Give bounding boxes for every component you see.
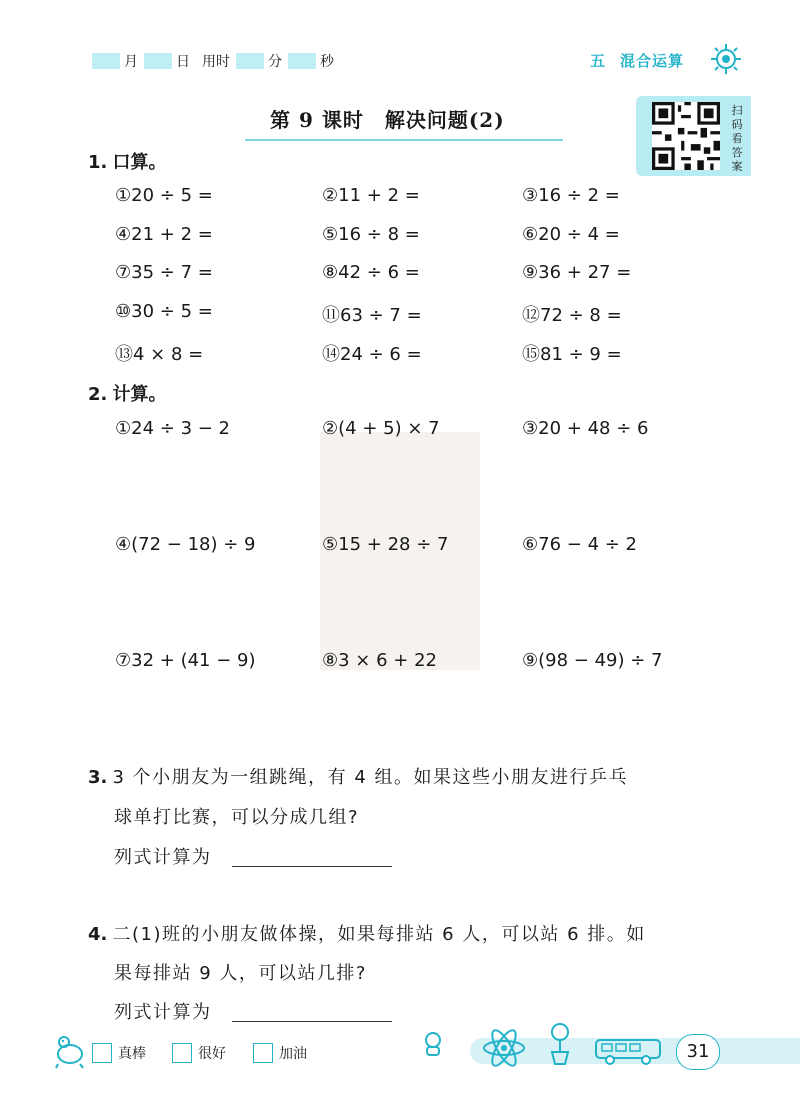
q1-item: ⑭24 ÷ 6 = (322, 344, 422, 365)
day-label: 日 (176, 54, 190, 70)
page-number: 31 (676, 1034, 720, 1070)
q3-answer-label: 列式计算为 (114, 847, 212, 868)
q2-item: ⑨(98 − 49) ÷ 7 (522, 650, 663, 671)
q4-answer-line[interactable] (232, 1021, 392, 1022)
month-label: 月 (124, 54, 138, 70)
time-used-label: 用时 (202, 54, 230, 70)
q4-answer-label: 列式计算为 (114, 1002, 212, 1023)
q4-text-line1: 二(1)班的小朋友做体操，如果每排站 6 人，可以站 6 排。如 (112, 924, 646, 945)
q1-item: ⑩30 ÷ 5 = (115, 301, 213, 322)
q2-item: ①24 ÷ 3 − 2 (115, 418, 230, 439)
q1-number: 1. (88, 152, 108, 173)
q2-title: 计算。 (112, 384, 167, 405)
q3-number: 3. (88, 767, 108, 788)
rating-label-keep-going: 加油 (279, 1046, 307, 1062)
unit-name: 混合运算 (620, 52, 685, 70)
q3-text-line1: 3 个小朋友为一组跳绳，有 4 组。如果这些小朋友进行乒乓 (112, 767, 629, 788)
rating-checkbox-keep-going[interactable] (253, 1043, 273, 1063)
q2-item: ⑦32 + (41 − 9) (115, 650, 256, 671)
q1-item: ⑤16 ÷ 8 = (322, 224, 420, 245)
q1-item: ③16 ÷ 2 = (522, 185, 620, 206)
q1-item: ⑬4 × 8 = (115, 344, 204, 365)
atom-icon (480, 1028, 528, 1068)
q2-item: ③20 + 48 ÷ 6 (522, 418, 649, 439)
qr-code-icon[interactable] (652, 102, 720, 170)
minutes-label: 分 (268, 54, 282, 70)
seconds-blank[interactable] (288, 53, 316, 69)
q1-title: 口算。 (112, 152, 167, 173)
rating-label-good: 很好 (198, 1046, 226, 1062)
q4-block (88, 920, 646, 946)
minutes-blank[interactable] (236, 53, 264, 69)
q3-text-line2: 球单打比赛，可以分成几组? (114, 807, 360, 828)
q1-item: ⑫72 ÷ 8 = (522, 305, 622, 326)
bus-icon (594, 1036, 664, 1066)
q1-item: ⑧42 ÷ 6 = (322, 262, 420, 283)
q1-item: ②11 + 2 = (322, 185, 420, 206)
seconds-label: 秒 (320, 54, 334, 70)
q1-item: ⑨36 + 27 = (522, 262, 632, 283)
title-underline (245, 139, 563, 141)
unit-heading (590, 50, 684, 71)
q2-heading (88, 380, 166, 406)
q4-text-line2: 果每排站 9 人，可以站几排? (114, 963, 367, 984)
q1-item: ⑦35 ÷ 7 = (115, 262, 213, 283)
q2-item: ②(4 + 5) × 7 (322, 418, 440, 439)
q2-item: ④(72 − 18) ÷ 9 (115, 534, 256, 555)
date-time-fields (88, 50, 336, 72)
rating-checkbox-great[interactable] (92, 1043, 112, 1063)
q2-item: ⑥76 − 4 ÷ 2 (522, 534, 637, 555)
qr-caption: 扫 码 看 答 案 (731, 104, 743, 173)
unit-number: 五 (590, 52, 607, 70)
rating-checkbox-good[interactable] (172, 1043, 192, 1063)
day-blank[interactable] (144, 53, 172, 69)
mascot-icon (50, 1030, 90, 1070)
q2-number: 2. (88, 384, 108, 405)
q2-item: ⑤15 + 28 ÷ 7 (322, 534, 449, 555)
q3-block (88, 763, 628, 789)
flower-mascot-icon (708, 42, 744, 76)
month-blank[interactable] (92, 53, 120, 69)
plant-pot-icon (545, 1022, 575, 1066)
q4-number: 4. (88, 924, 108, 945)
lesson-title: 第 9 课时 解决问题(2) (270, 108, 505, 132)
q1-heading (88, 148, 166, 174)
q1-item: ④21 + 2 = (115, 224, 213, 245)
q3-answer-line[interactable] (232, 866, 392, 867)
rating-label-great: 真棒 (118, 1046, 146, 1062)
q2-item: ⑧3 × 6 + 22 (322, 650, 437, 671)
q1-item: ⑥20 ÷ 4 = (522, 224, 620, 245)
q1-item: ⑪63 ÷ 7 = (322, 305, 422, 326)
q1-item: ⑮81 ÷ 9 = (522, 344, 622, 365)
q1-item: ①20 ÷ 5 = (115, 185, 213, 206)
astronaut-icon (418, 1028, 448, 1058)
